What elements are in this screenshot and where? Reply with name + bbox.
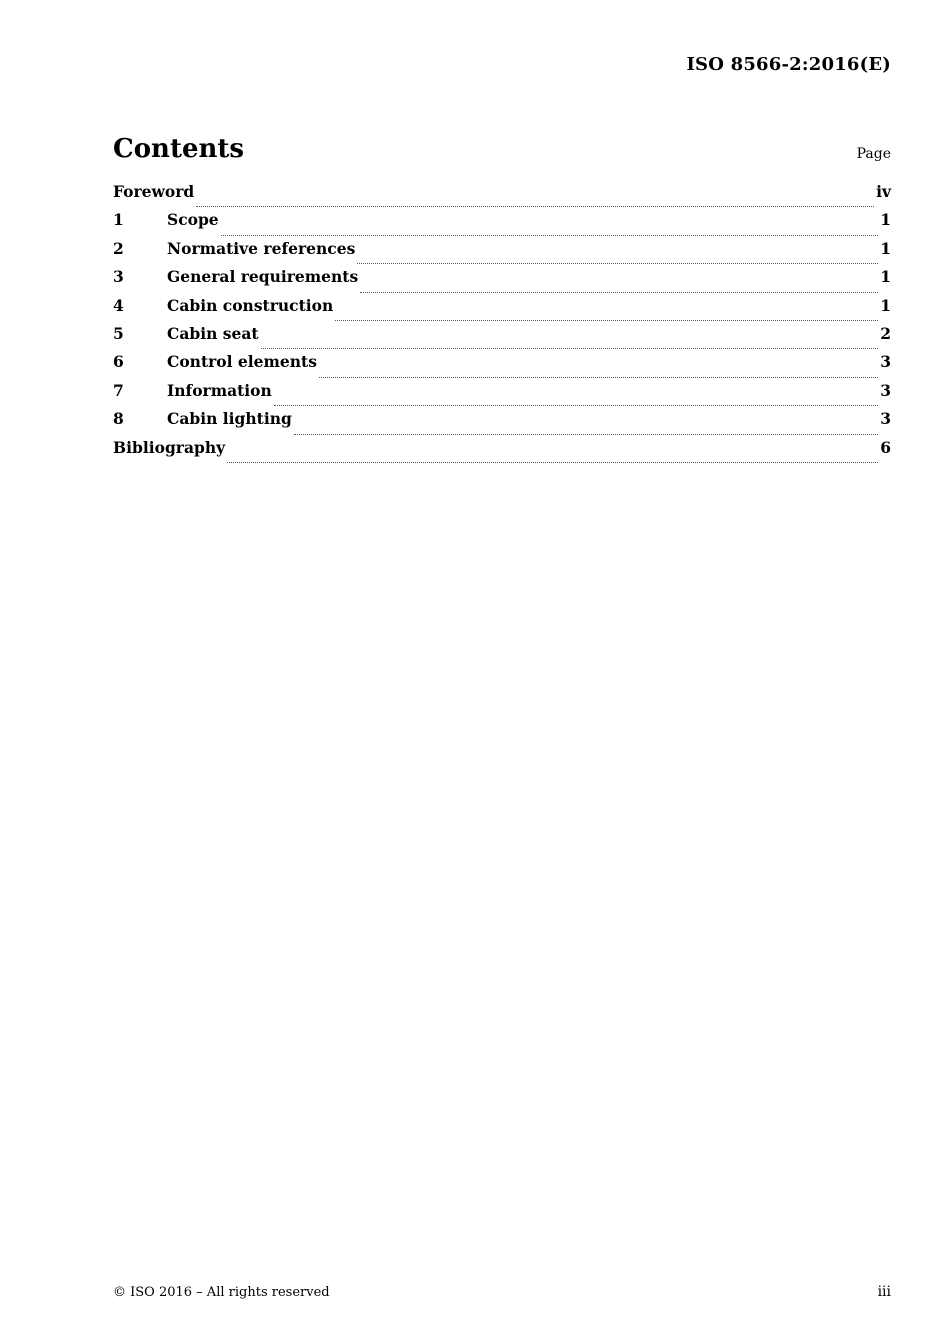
toc-page-column-label: Page xyxy=(856,146,891,162)
toc-leader-dots xyxy=(360,291,878,293)
toc-list xyxy=(113,182,891,466)
toc-entry-cabin-lighting[interactable] xyxy=(113,409,891,437)
toc-entry-number: 2 xyxy=(113,238,124,258)
toc-leader-dots xyxy=(274,404,878,406)
toc-entry-cabin-seat[interactable] xyxy=(113,324,891,352)
toc-entry-page: 6 xyxy=(880,437,891,457)
toc-entry-bibliography[interactable] xyxy=(113,438,891,466)
toc-leader-dots xyxy=(221,234,879,236)
toc-entry-label: Cabin construction xyxy=(167,295,334,315)
toc-entry-number: 8 xyxy=(113,409,124,429)
toc-title: Contents xyxy=(113,134,245,164)
toc-entry-label: Foreword xyxy=(113,182,195,201)
toc-entry-label: General requirements xyxy=(167,267,359,287)
toc-entry-page: 1 xyxy=(880,238,891,258)
toc-entry-cabin-construction[interactable] xyxy=(113,296,891,324)
toc-entry-label: Cabin seat xyxy=(167,323,259,343)
toc-entry-control-elements[interactable] xyxy=(113,352,891,380)
toc-leader-dots xyxy=(319,376,878,378)
document-id: ISO 8566-2:2016(E) xyxy=(686,54,891,75)
toc-entry-number: 4 xyxy=(113,295,124,315)
toc-entry-foreword[interactable] xyxy=(113,182,891,210)
toc-entry-label: Normative references xyxy=(167,238,356,258)
toc-entry-page: 3 xyxy=(880,409,891,429)
toc-entry-number: 5 xyxy=(113,323,124,343)
toc-entry-label: Bibliography xyxy=(113,437,226,457)
toc-entry-scope[interactable] xyxy=(113,210,891,238)
toc-entry-number: 1 xyxy=(113,210,124,230)
footer-copyright: © ISO 2016 – All rights reserved xyxy=(113,1285,330,1300)
footer-page-number: iii xyxy=(877,1284,891,1300)
toc-entry-page: 3 xyxy=(880,352,891,372)
toc-entry-page: 1 xyxy=(880,295,891,315)
toc-entry-general-requirements[interactable] xyxy=(113,267,891,295)
toc-leader-dots xyxy=(294,433,878,435)
toc-leader-dots xyxy=(335,319,878,321)
toc-leader-dots xyxy=(357,262,878,264)
toc-header xyxy=(113,130,891,166)
toc-entry-number: 7 xyxy=(113,380,124,400)
toc-leader-dots xyxy=(196,205,874,207)
toc-entry-label: Scope xyxy=(167,210,219,230)
toc-entry-label: Cabin lighting xyxy=(167,409,292,429)
toc-entry-page: 3 xyxy=(880,380,891,400)
toc-entry-information[interactable] xyxy=(113,381,891,409)
toc-entry-page: 1 xyxy=(880,267,891,287)
toc-entry-label: Information xyxy=(167,380,272,400)
toc-entry-number: 3 xyxy=(113,267,124,287)
toc-entry-page: 2 xyxy=(880,323,891,343)
toc-leader-dots xyxy=(261,347,879,349)
toc-leader-dots xyxy=(227,461,878,463)
toc-entry-normative-references[interactable] xyxy=(113,239,891,267)
toc-entry-number: 6 xyxy=(113,352,124,372)
toc-entry-label: Control elements xyxy=(167,352,317,372)
toc-entry-page: iv xyxy=(876,182,891,201)
toc-entry-page: 1 xyxy=(880,210,891,230)
